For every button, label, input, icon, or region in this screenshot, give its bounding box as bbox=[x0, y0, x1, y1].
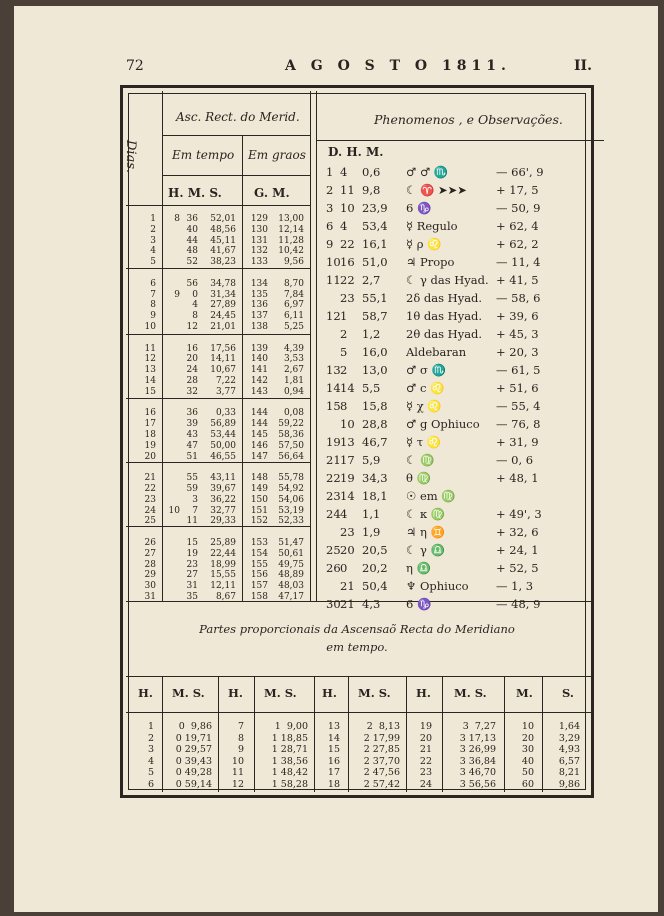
bottom-col-s: 1,64 3,29 4,93 6,57 8,21 9,86 bbox=[558, 721, 580, 790]
bottom-col-m: 10 20 30 40 50 60 bbox=[521, 721, 534, 790]
bottom-col-h3: 13 14 15 16 17 18 bbox=[327, 721, 340, 790]
bottom-header-h3: H. bbox=[322, 686, 337, 700]
seconds-column: 52,01 48,56 45,11 41,67 38,23 34,78 31,34 27,89 24,45 21,01 17,56 14,11 10,67 7,22 3,77 0,33 56,89 53,44 50,00 46,55 43,11 39,67 36,22 32,77 29,33 25,89 22,44 18,99 15,55 12,11 8,67 bbox=[210, 214, 236, 602]
bottom-col-h4: 19 20 21 22 23 24 bbox=[419, 721, 432, 790]
rule-bottom-col7 bbox=[442, 676, 443, 792]
hms-label: H. M. S. bbox=[168, 186, 222, 200]
rule-hms bbox=[126, 205, 310, 206]
rule-bottom-col3 bbox=[254, 676, 255, 792]
rule-days bbox=[162, 91, 163, 601]
rule-bottom-col1 bbox=[162, 676, 163, 792]
rule-bottom-col5 bbox=[348, 676, 349, 792]
rule-phen-title bbox=[316, 140, 604, 141]
proportional-parts-title-line1: Partes proporcionais da Ascensaõ Recta do Meridiano bbox=[199, 622, 515, 636]
bottom-header-ms3: M. S. bbox=[358, 686, 391, 700]
rule-bottom-col6 bbox=[406, 676, 407, 792]
days-column: 1 2 3 4 5 6 7 8 9 10 11 12 13 14 15 16 17 18 19 20 21 22 23 24 25 26 27 28 29 30 31 bbox=[144, 214, 156, 602]
bottom-header-m: M. bbox=[516, 686, 533, 700]
bottom-col-ms3: 2 8,13 2 17,99 2 27,85 2 37,70 2 47,56 2 57,42 bbox=[363, 721, 400, 790]
rule-asc-phen bbox=[310, 91, 311, 601]
gm-label: G. M. bbox=[254, 186, 290, 200]
bottom-col-ms4: 3 7,27 3 17,13 3 26,99 3 36,84 3 46,70 3 56,56 bbox=[459, 721, 496, 790]
month-heading: A G O S T O 1811. bbox=[285, 58, 511, 74]
degrees-column: 129 130 131 132 133 134 135 136 137 138 139 140 141 142 143 144 144 145 146 147 148 149 150 151 152 153 154 155 156 157 158 bbox=[250, 214, 268, 602]
rule-bottom-header-bottom bbox=[126, 712, 594, 713]
asc-title: Asc. Rect. do Merid. bbox=[176, 110, 300, 124]
hours-column: 8 9 10 bbox=[168, 214, 180, 516]
arcminutes-column: 13,00 12,14 11,28 10,42 9,56 8,70 7,84 6,97 6,11 5,25 4,39 3,53 2,67 1,81 0,94 0,08 59,22 58,36 57,50 56,64 55,78 54,92 54,06 53,19 52,33 51,47 50,61 49,75 48,89 48,03 47,17 bbox=[278, 214, 304, 602]
page-number: 72 bbox=[126, 58, 144, 74]
em-tempo-label: Em tempo bbox=[172, 148, 235, 162]
sheet-number: II. bbox=[574, 58, 592, 74]
bottom-header-ms4: M. S. bbox=[454, 686, 487, 700]
bottom-header-h2: H. bbox=[228, 686, 243, 700]
bottom-header-s: S. bbox=[562, 686, 574, 700]
proportional-parts-title-line2: em tempo. bbox=[326, 640, 388, 654]
rule-bottom-header-top bbox=[126, 676, 594, 677]
rule-bottom-col9 bbox=[542, 676, 543, 792]
bottom-col-h2: 7 8 9 10 11 12 bbox=[231, 721, 244, 790]
proportional-parts-title bbox=[130, 620, 584, 656]
bottom-col-ms2: 1 9,00 1 18,85 1 28,71 1 38,56 1 48,42 1 58,28 bbox=[271, 721, 308, 790]
phenomena-title: Phenomenos , e Observações. bbox=[374, 112, 563, 127]
bottom-header-ms1: M. S. bbox=[172, 686, 205, 700]
rule-asc-phen-double bbox=[316, 91, 317, 601]
bottom-header-ms2: M. S. bbox=[264, 686, 297, 700]
minutes-column: 36 40 44 48 52 56 0 4 8 12 16 20 24 28 32 36 39 43 47 51 55 59 3 7 11 15 19 23 27 31 35 bbox=[186, 214, 198, 602]
bottom-header-h1: H. bbox=[138, 686, 153, 700]
bottom-col-ms1: 0 9,86 0 19,71 0 29,57 0 39,43 0 49,28 0 59,14 bbox=[175, 721, 212, 790]
bottom-col-h1: 1 2 3 4 5 6 bbox=[147, 721, 154, 790]
rule-bottom-col8 bbox=[504, 676, 505, 792]
rule-bottom-col2 bbox=[218, 676, 219, 792]
days-label: Dias. bbox=[123, 140, 138, 174]
rule-bottom-col4 bbox=[314, 676, 315, 792]
rule-em-tempo bbox=[162, 175, 310, 176]
rule-asc-title bbox=[162, 135, 310, 136]
bottom-header-h4: H. bbox=[416, 686, 431, 700]
em-graos-label: Em graos bbox=[248, 148, 306, 162]
dhm-label: D. H. M. bbox=[328, 145, 384, 159]
